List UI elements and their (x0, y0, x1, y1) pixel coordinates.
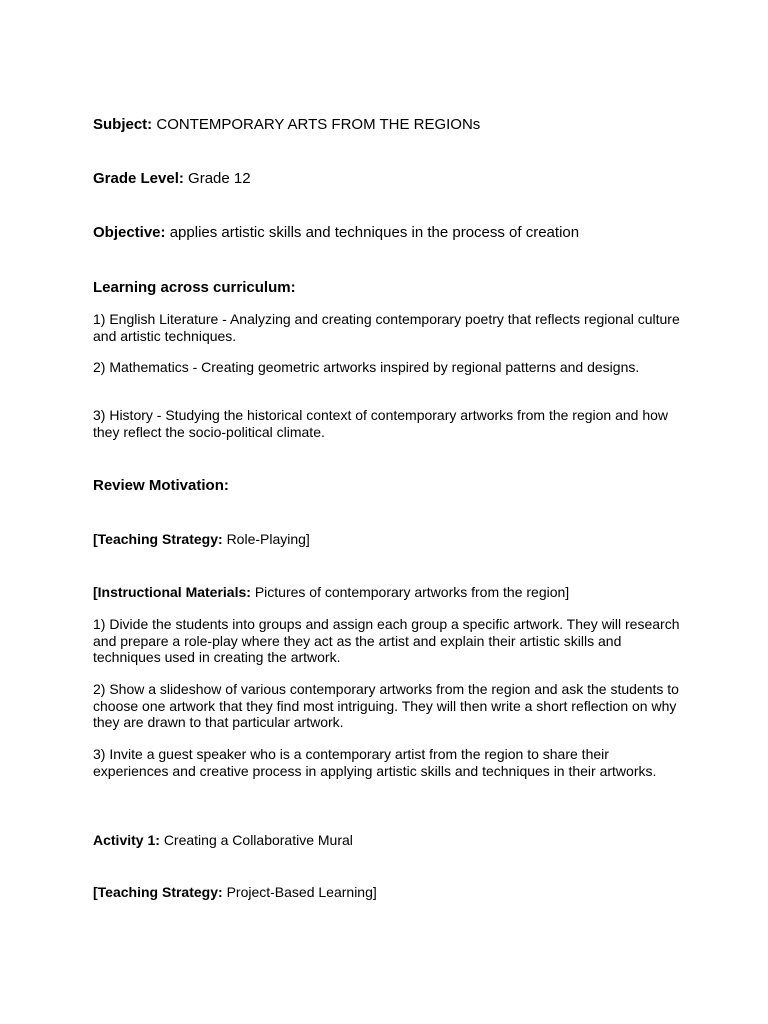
motivation-item-3: 3) Invite a guest speaker who is a contemporary artist from the region to share their experiences and creative process in applying artistic skills and techniques in their artworks. (93, 746, 657, 779)
motivation-item-2: 2) Show a slideshow of various contemporary artworks from the region and ask the students to choose one artwork that they find most intriguing. They will then write a short reflection on why they are drawn to that particular artwork. (93, 681, 679, 730)
motivation-item-1: 1) Divide the students into groups and assign each group a specific artwork. They will research and prepare a role-play where they act as the artist and explain their artistic skills and techniques used in creating the artwork. (93, 616, 680, 665)
curriculum-item-3: 3) History - Studying the historical context of contemporary artworks from the region and how they reflect the socio-political climate. (93, 407, 669, 440)
review-teaching-strategy-open: [ (93, 531, 98, 547)
objective-value: applies artistic skills and techniques in the process of creation (169, 224, 580, 241)
activity-1-value: Creating a Collaborative Mural (163, 832, 353, 848)
subject-label: Subject: (93, 116, 153, 133)
instructional-materials-line (93, 584, 569, 601)
curriculum-item-2: 2) Mathematics - Creating geometric artworks inspired by regional patterns and designs. (93, 359, 640, 375)
activity-1-label: Activity 1: (93, 832, 160, 848)
instructional-materials-open: [ (93, 584, 98, 600)
learning-across-curriculum-heading: Learning across curriculum: (93, 279, 296, 296)
grade-level-label: Grade Level: (93, 170, 184, 187)
subject-value: CONTEMPORARY ARTS FROM THE REGIONs (156, 116, 481, 133)
grade-level-line (93, 170, 251, 188)
instructional-materials-label: Instructional Materials: (97, 584, 251, 600)
curriculum-item-1: 1) English Literature - Analyzing and creating contemporary poetry that reflects regional culture and artistic techniques. (93, 311, 680, 344)
review-teaching-strategy-value: Role-Playing] (226, 531, 310, 547)
review-teaching-strategy-label: Teaching Strategy: (97, 531, 223, 547)
review-motivation-heading: Review Motivation: (93, 477, 229, 494)
activity-1-teaching-strategy-value: Project-Based Learning] (226, 884, 377, 900)
activity-1-teaching-strategy-line (93, 884, 377, 901)
objective-line (93, 224, 579, 242)
activity-1-teaching-strategy-open: [ (93, 884, 98, 900)
instructional-materials-value: Pictures of contemporary artworks from the region] (254, 584, 570, 600)
activity-1-teaching-strategy-label: Teaching Strategy: (97, 884, 223, 900)
grade-level-value: Grade 12 (188, 170, 251, 187)
subject-line (93, 116, 480, 134)
review-teaching-strategy-line (93, 531, 310, 548)
objective-label: Objective: (93, 224, 166, 241)
activity-1-line (93, 832, 353, 849)
